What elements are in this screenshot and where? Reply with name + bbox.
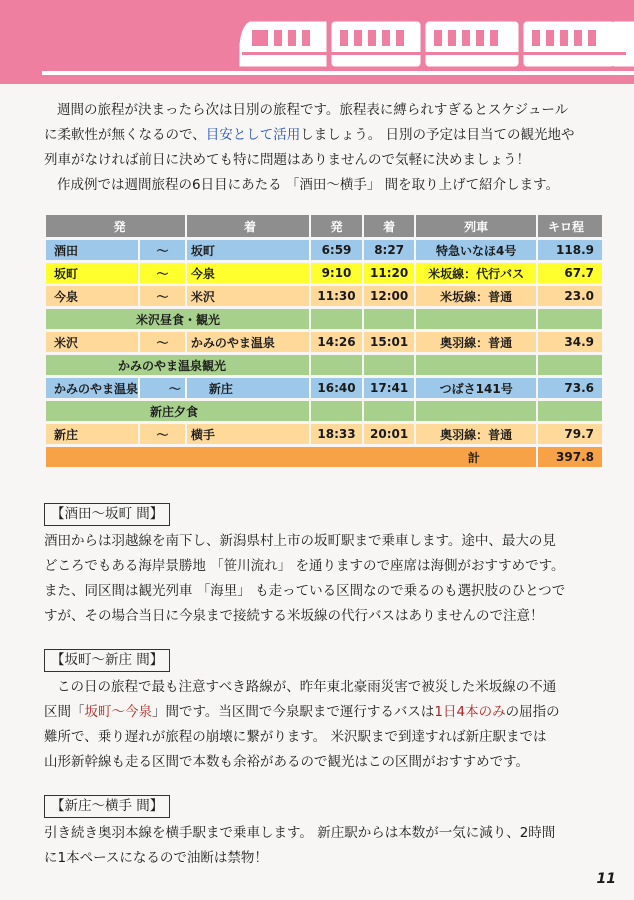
cell-empty xyxy=(538,309,602,329)
section-line: また、同区間は観光列車 「海里」 も走っている区間なので乗るのも選択肢のひとつで xyxy=(44,583,566,599)
cell-sep: ～ xyxy=(140,424,185,444)
cell-train: 米坂線：普通 xyxy=(416,286,535,306)
cell-train: つばさ141号 xyxy=(416,378,535,398)
table-note-row xyxy=(46,309,602,329)
cell-sep: ～ xyxy=(140,240,185,260)
section-line-part: 区間「 xyxy=(44,704,85,720)
page-number: 11 xyxy=(596,871,616,887)
section-line: すが、その場合当日に今泉まで接続する米坂線の代行バスはありませんので注意！ xyxy=(44,608,544,624)
section-sakamachi-shinjo xyxy=(44,648,604,775)
table-row xyxy=(46,332,602,352)
cell-to: 坂町 xyxy=(187,240,309,260)
header-arr: 着 xyxy=(364,215,415,237)
intro-text xyxy=(44,98,604,198)
section-line: 酒田からは羽越線を南下し、新潟県村上市の坂町駅まで乗車します。途中、最大の見 xyxy=(44,533,556,549)
cell-arr: 20:01 xyxy=(364,424,415,444)
cell-empty xyxy=(364,401,415,421)
intro-line-2-a: に柔軟性が無くなるので、 xyxy=(44,127,206,143)
cell-km: 23.0 xyxy=(538,286,602,306)
cell-from: 新庄 xyxy=(46,424,138,444)
cell-note: 米沢昼食・観光 xyxy=(46,309,309,329)
cell-from: 酒田 xyxy=(46,240,138,260)
section-line: この日の旅程で最も注意すべき路線が、昨年東北豪雨災害で被災した米坂線の不通 xyxy=(57,679,557,695)
cell-km: 79.7 xyxy=(538,424,602,444)
intro-line-1: 週間の旅程が決まったら次は日別の旅程です。旅程表に縛られすぎるとスケジュール xyxy=(57,102,569,118)
section-line xyxy=(44,700,604,725)
table-total-row xyxy=(46,447,602,467)
cell-arr: 15:01 xyxy=(364,332,415,352)
cell-dep: 6:59 xyxy=(311,240,362,260)
section-shinjo-yokote xyxy=(44,794,604,871)
cell-arr: 11:20 xyxy=(364,263,415,283)
cell-sep: ～ xyxy=(140,332,185,352)
cell-dep: 16:40 xyxy=(311,378,362,398)
table-row xyxy=(46,286,602,306)
cell-empty xyxy=(364,355,415,375)
header-dep: 発 xyxy=(311,215,362,237)
cell-train: 奥羽線：普通 xyxy=(416,332,535,352)
table-header-row xyxy=(46,215,602,237)
section-line-part: の屈指の xyxy=(505,704,560,720)
cell-to: 今泉 xyxy=(187,263,309,283)
cell-sep: ～ xyxy=(140,378,185,398)
cell-train: 米坂線：代行バス xyxy=(416,263,535,283)
cell-empty xyxy=(311,309,362,329)
table-row xyxy=(46,263,602,283)
cell-empty xyxy=(311,401,362,421)
cell-dep: 11:30 xyxy=(311,286,362,306)
table-row xyxy=(46,240,602,260)
cell-km: 118.9 xyxy=(538,240,602,260)
cell-empty xyxy=(416,355,535,375)
cell-note: かみのやま温泉観光 xyxy=(46,355,309,375)
cell-dep: 18:33 xyxy=(311,424,362,444)
cell-sep: ～ xyxy=(140,286,185,306)
cell-arr: 8:27 xyxy=(364,240,415,260)
cell-to: 米沢 xyxy=(187,286,309,306)
cell-dep: 14:26 xyxy=(311,332,362,352)
table-row xyxy=(46,424,602,444)
cell-train: 奥羽線：普通 xyxy=(416,424,535,444)
total-km: 397.8 xyxy=(538,447,602,467)
cell-empty xyxy=(416,309,535,329)
cell-sep: ～ xyxy=(140,263,185,283)
cell-from: 米沢 xyxy=(46,332,138,352)
section-line: 引き続き奥羽本線を横手駅まで乗車します。 新庄駅からは本数が一気に減り、2時間 xyxy=(44,825,556,841)
cell-to: 新庄 xyxy=(187,378,309,398)
cell-empty xyxy=(538,401,602,421)
cell-km: 34.9 xyxy=(538,332,602,352)
intro-line-3: 列車がなければ前日に決めても特に問題はありませんので気軽に決めましょう！ xyxy=(44,152,530,168)
section-sakata-sakamachi xyxy=(44,502,604,629)
total-label: 計 xyxy=(46,447,536,467)
cell-from: 今泉 xyxy=(46,286,138,306)
emphasis-section-name: 坂町～今泉 xyxy=(84,704,152,720)
header-from: 発 xyxy=(46,215,185,237)
intro-emphasis: 目安として活用 xyxy=(205,127,301,143)
cell-from: かみのやま温泉 xyxy=(46,378,138,398)
table-row xyxy=(46,378,602,398)
emphasis-bus-count: 1日4本のみ xyxy=(434,704,506,720)
section-line: に1本ペースになるので油断は禁物！ xyxy=(44,850,268,866)
cell-arr: 17:41 xyxy=(364,378,415,398)
cell-km: 67.7 xyxy=(538,263,602,283)
table-note-row xyxy=(46,401,602,421)
section-title: 【酒田～坂町 間】 xyxy=(44,503,170,526)
cell-arr: 12:00 xyxy=(364,286,415,306)
cell-note: 新庄夕食 xyxy=(46,401,309,421)
section-line: 山形新幹線も走る区間で本数も余裕があるので観光はこの区間がおすすめです。 xyxy=(44,754,530,770)
section-title: 【新庄～横手 間】 xyxy=(44,795,170,818)
itinerary-table xyxy=(44,212,604,470)
header-to: 着 xyxy=(187,215,309,237)
section-line: どころでもある海岸景勝地 「笹川流れ」 を通りますので座席は海側がおすすめです。 xyxy=(44,558,565,574)
cell-empty xyxy=(538,355,602,375)
train-illustration-icon xyxy=(236,14,634,72)
intro-line-2-b: しましょう。 日別の予定は目当ての観光地や xyxy=(300,127,575,143)
cell-dep: 9:10 xyxy=(311,263,362,283)
cell-train: 特急いなほ4号 xyxy=(416,240,535,260)
cell-from: 坂町 xyxy=(46,263,138,283)
header-km: キロ程 xyxy=(538,215,602,237)
cell-empty xyxy=(416,401,535,421)
header-train: 列車 xyxy=(416,215,535,237)
cell-to: 横手 xyxy=(187,424,309,444)
cell-to: かみのやま温泉 xyxy=(187,332,309,352)
cell-empty xyxy=(311,355,362,375)
section-line-part: 」間です。当区間で今泉駅まで運行するバスは xyxy=(152,704,435,720)
cell-empty xyxy=(364,309,415,329)
intro-line-2 xyxy=(44,123,604,148)
cell-km: 73.6 xyxy=(538,378,602,398)
section-line: 難所で、乗り遅れが旅程の崩壊に繋がります。 米沢駅まで到達すれば新庄駅までは xyxy=(44,729,547,745)
intro-line-4: 作成例では週間旅程の6日目にあたる 「酒田～横手」 間を取り上げて紹介します。 xyxy=(57,177,560,193)
section-title: 【坂町～新庄 間】 xyxy=(44,649,170,672)
table-note-row xyxy=(46,355,602,375)
